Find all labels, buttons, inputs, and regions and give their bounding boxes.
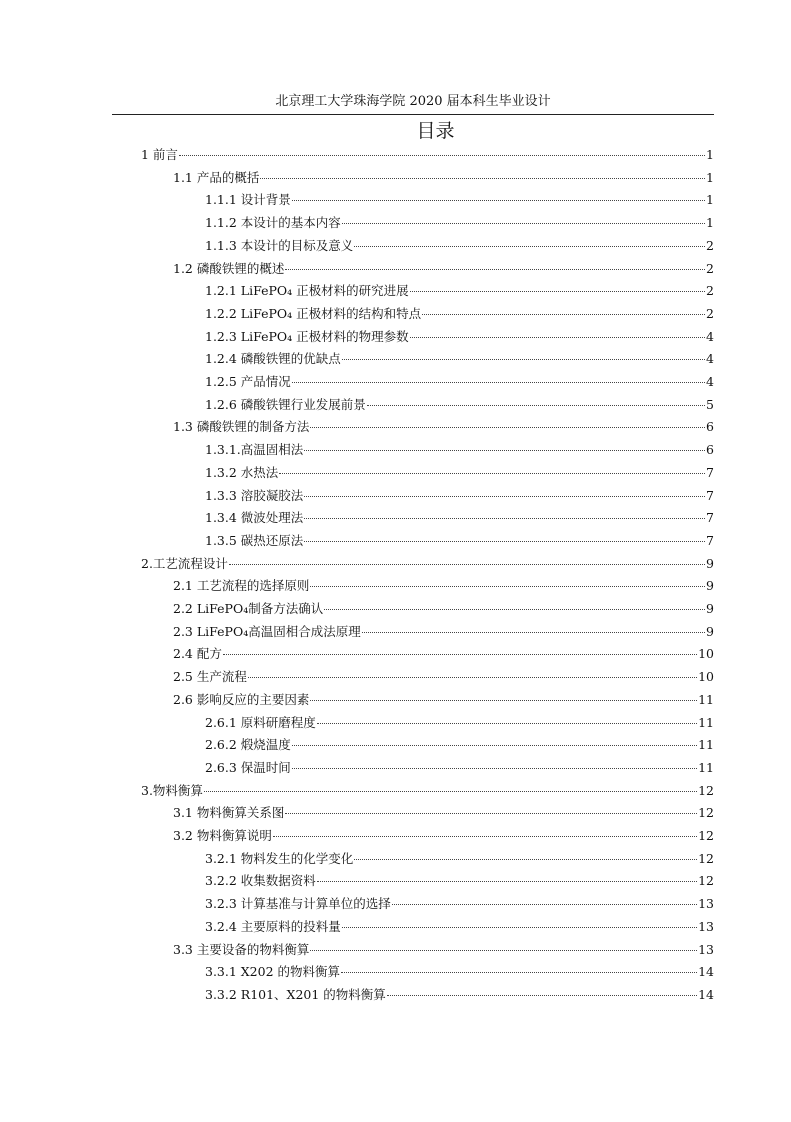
toc-entry-label: 3.3 主要设备的物料衡算 <box>173 941 310 957</box>
dot-leader <box>317 723 697 724</box>
dot-leader <box>310 700 697 701</box>
toc-entry-label: 1.1.1 设计背景 <box>205 192 291 208</box>
toc-entry[interactable] <box>173 260 714 278</box>
dot-leader <box>354 246 705 247</box>
toc-entry-label: 1.2.6 磷酸铁锂行业发展前景 <box>205 396 366 412</box>
dot-leader <box>342 359 705 360</box>
toc-entry-label: 1.3.1.高温固相法 <box>205 442 304 458</box>
toc-entry-page: 6 <box>706 419 714 435</box>
dot-leader <box>292 382 705 383</box>
toc-entry-label: 1.3.2 水热法 <box>205 464 279 480</box>
dot-leader <box>310 427 705 428</box>
toc-entry-page: 13 <box>698 941 714 957</box>
toc-entry-page: 7 <box>706 510 714 526</box>
toc-entry-page: 4 <box>706 328 714 344</box>
dot-leader <box>260 178 705 179</box>
dot-leader <box>285 269 705 270</box>
toc-entry[interactable] <box>173 577 714 595</box>
toc-entry-label: 2.5 生产流程 <box>173 669 247 685</box>
toc-entry-label: 1.3.3 溶胶凝胶法 <box>205 487 304 503</box>
toc-entry[interactable] <box>205 532 714 550</box>
toc-entry-label: 2.6.2 煅烧温度 <box>205 737 291 753</box>
toc-entry-page: 2 <box>706 283 714 299</box>
toc-title: 目录 <box>416 120 455 142</box>
dot-leader <box>342 223 705 224</box>
toc-entry-page: 6 <box>706 442 714 458</box>
toc-entry-page: 9 <box>706 578 714 594</box>
toc-entry[interactable] <box>173 691 714 709</box>
dot-leader <box>387 995 697 996</box>
toc-entry-page: 11 <box>698 759 714 775</box>
dot-leader <box>392 904 697 905</box>
toc-entry-page: 11 <box>698 691 714 707</box>
toc-entry-label: 2.3 LiFePO₄高温固相合成法原理 <box>173 623 361 639</box>
toc-entry-page: 1 <box>706 169 714 185</box>
toc-entry-page: 12 <box>698 782 714 798</box>
toc-entry-page: 10 <box>698 669 714 685</box>
toc-entry-label: 1.3 磷酸铁锂的制备方法 <box>173 419 310 435</box>
toc-entry-label: 1.2.1 LiFePO₄ 正极材料的研究进展 <box>205 283 409 299</box>
dot-leader <box>304 518 705 519</box>
header-rule <box>112 114 714 115</box>
toc-entry-page: 13 <box>698 896 714 912</box>
toc-entry[interactable] <box>141 555 714 573</box>
toc-entry[interactable] <box>205 759 714 777</box>
toc-entry-page: 14 <box>698 986 714 1002</box>
toc-entry[interactable] <box>205 509 714 527</box>
toc-entry-page: 12 <box>698 873 714 889</box>
toc-entry-label: 1.3.5 碳热还原法 <box>205 532 304 548</box>
toc-entry[interactable] <box>205 305 714 323</box>
toc-entry-page: 9 <box>706 623 714 639</box>
dot-leader <box>179 155 705 156</box>
toc-entry-label: 2.1 工艺流程的选择原则 <box>173 578 310 594</box>
toc-entry[interactable] <box>173 600 714 618</box>
toc-entry-label: 3.2 物料衡算说明 <box>173 828 272 843</box>
toc-entry[interactable] <box>141 146 714 164</box>
toc-entry-page: 7 <box>706 487 714 503</box>
toc-entry[interactable] <box>205 850 714 868</box>
toc-entry-label: 1.1 产品的概括 <box>173 169 260 185</box>
toc-entry-page: 5 <box>706 396 714 412</box>
toc-entry-page: 9 <box>706 601 714 616</box>
toc-entry-label: 1.3.4 微波处理法 <box>205 510 304 526</box>
toc-entry[interactable] <box>141 782 714 800</box>
toc-entry-label: 3.3.2 R101、X201 的物料衡算 <box>205 986 386 1002</box>
toc-entry[interactable] <box>173 169 714 187</box>
dot-leader <box>367 405 705 406</box>
toc-entry[interactable] <box>205 328 714 346</box>
toc-entry-label: 3.物料衡算 <box>141 782 203 798</box>
toc-entry[interactable] <box>205 895 714 913</box>
toc-entry-label: 1.2.4 磷酸铁锂的优缺点 <box>205 351 341 367</box>
toc-entry-page: 1 <box>706 192 714 208</box>
page-header: 北京理工大学珠海学院 2020 届本科生毕业设计 <box>275 94 551 109</box>
dot-leader <box>223 654 697 655</box>
toc-entry[interactable] <box>205 714 714 732</box>
toc-entry-page: 2 <box>706 305 714 321</box>
toc-entry-label: 3.2.4 主要原料的投料量 <box>205 918 341 934</box>
toc-entry-page: 9 <box>706 555 714 571</box>
toc-entry-page: 2 <box>706 237 714 253</box>
toc-entry-page: 12 <box>698 850 714 866</box>
toc-entry-label: 2.6.1 原料研磨程度 <box>205 714 316 730</box>
dot-leader <box>248 677 697 678</box>
toc-entry-page: 14 <box>698 964 714 980</box>
toc-entry[interactable] <box>173 804 714 822</box>
dot-leader <box>304 450 705 451</box>
toc-entry[interactable] <box>205 282 714 300</box>
toc-entry[interactable] <box>205 872 714 890</box>
dot-leader <box>204 791 697 792</box>
toc-entry-page: 7 <box>706 532 714 548</box>
toc-entry-page: 1 <box>706 147 714 162</box>
toc-entry-label: 2.6 影响反应的主要因素 <box>173 691 310 707</box>
toc-entry-page: 2 <box>706 260 714 276</box>
dot-leader <box>410 291 705 292</box>
toc-entry-label: 3.1 物料衡算关系图 <box>173 805 285 821</box>
toc-entry-page: 13 <box>698 918 714 934</box>
toc-entry[interactable] <box>173 827 714 845</box>
toc-entry[interactable] <box>205 986 714 1004</box>
toc-entry-page: 11 <box>698 737 714 753</box>
toc-entry-label: 2.工艺流程设计 <box>141 555 228 571</box>
toc-entry[interactable] <box>173 941 714 959</box>
toc-entry-page: 1 <box>706 215 714 231</box>
toc-entry-label: 1.2.5 产品情况 <box>205 374 291 389</box>
dot-leader <box>317 881 697 882</box>
toc-entry[interactable] <box>173 668 714 686</box>
toc-entry[interactable] <box>205 350 714 368</box>
toc-entry-label: 1.2.3 LiFePO₄ 正极材料的物理参数 <box>205 328 409 344</box>
toc-entry[interactable] <box>205 373 714 391</box>
toc-entry-label: 1.2.2 LiFePO₄ 正极材料的结构和特点 <box>205 305 422 321</box>
dot-leader <box>292 768 697 769</box>
dot-leader <box>324 609 705 610</box>
toc-entry-page: 12 <box>698 828 714 843</box>
dot-leader <box>292 745 697 746</box>
dot-leader <box>310 950 697 951</box>
toc-entry-page: 10 <box>698 646 714 662</box>
dot-leader <box>304 496 705 497</box>
toc-entry-page: 4 <box>706 374 714 389</box>
toc-entry-page: 7 <box>706 464 714 480</box>
dot-leader <box>410 337 705 338</box>
dot-leader <box>422 314 705 315</box>
toc-entry-page: 4 <box>706 351 714 367</box>
toc-entry-label: 3.2.3 计算基准与计算单位的选择 <box>205 896 391 912</box>
dot-leader <box>341 972 697 973</box>
dot-leader <box>229 564 705 565</box>
toc-entry[interactable] <box>205 214 714 232</box>
toc-entry[interactable] <box>205 441 714 459</box>
dot-leader <box>292 200 705 201</box>
toc-entry[interactable] <box>173 645 714 663</box>
dot-leader <box>279 473 705 474</box>
toc-entry[interactable] <box>205 191 714 209</box>
toc-entry-label: 1.1.3 本设计的目标及意义 <box>205 237 354 253</box>
toc-entry[interactable] <box>205 396 714 414</box>
dot-leader <box>285 813 697 814</box>
dot-leader <box>354 859 697 860</box>
dot-leader <box>310 586 705 587</box>
toc-entry[interactable] <box>205 237 714 255</box>
toc-entry-label: 2.2 LiFePO₄制备方法确认 <box>173 601 324 616</box>
toc-entry-label: 1.2 磷酸铁锂的概述 <box>173 260 285 276</box>
toc-entry-label: 3.2.2 收集数据资料 <box>205 873 316 889</box>
toc-entry-label: 2.4 配方 <box>173 646 222 662</box>
toc-entry-label: 1 前言 <box>141 147 178 162</box>
toc-entry-label: 1.1.2 本设计的基本内容 <box>205 215 341 231</box>
toc-entry-label: 3.3.1 X202 的物料衡算 <box>205 964 341 980</box>
toc-entry-label: 2.6.3 保温时间 <box>205 759 291 775</box>
toc-entry[interactable] <box>205 464 714 482</box>
toc-entry[interactable] <box>205 918 714 936</box>
dot-leader <box>362 632 705 633</box>
toc-entry[interactable] <box>205 487 714 505</box>
toc-entry[interactable] <box>173 418 714 436</box>
toc-entry[interactable] <box>205 736 714 754</box>
toc-entry[interactable] <box>205 963 714 981</box>
dot-leader <box>342 927 697 928</box>
toc-entry-page: 12 <box>698 805 714 821</box>
toc-entry-label: 3.2.1 物料发生的化学变化 <box>205 850 354 866</box>
dot-leader <box>304 541 705 542</box>
toc-entry-page: 11 <box>698 714 714 730</box>
toc-entry[interactable] <box>173 623 714 641</box>
dot-leader <box>273 836 697 837</box>
